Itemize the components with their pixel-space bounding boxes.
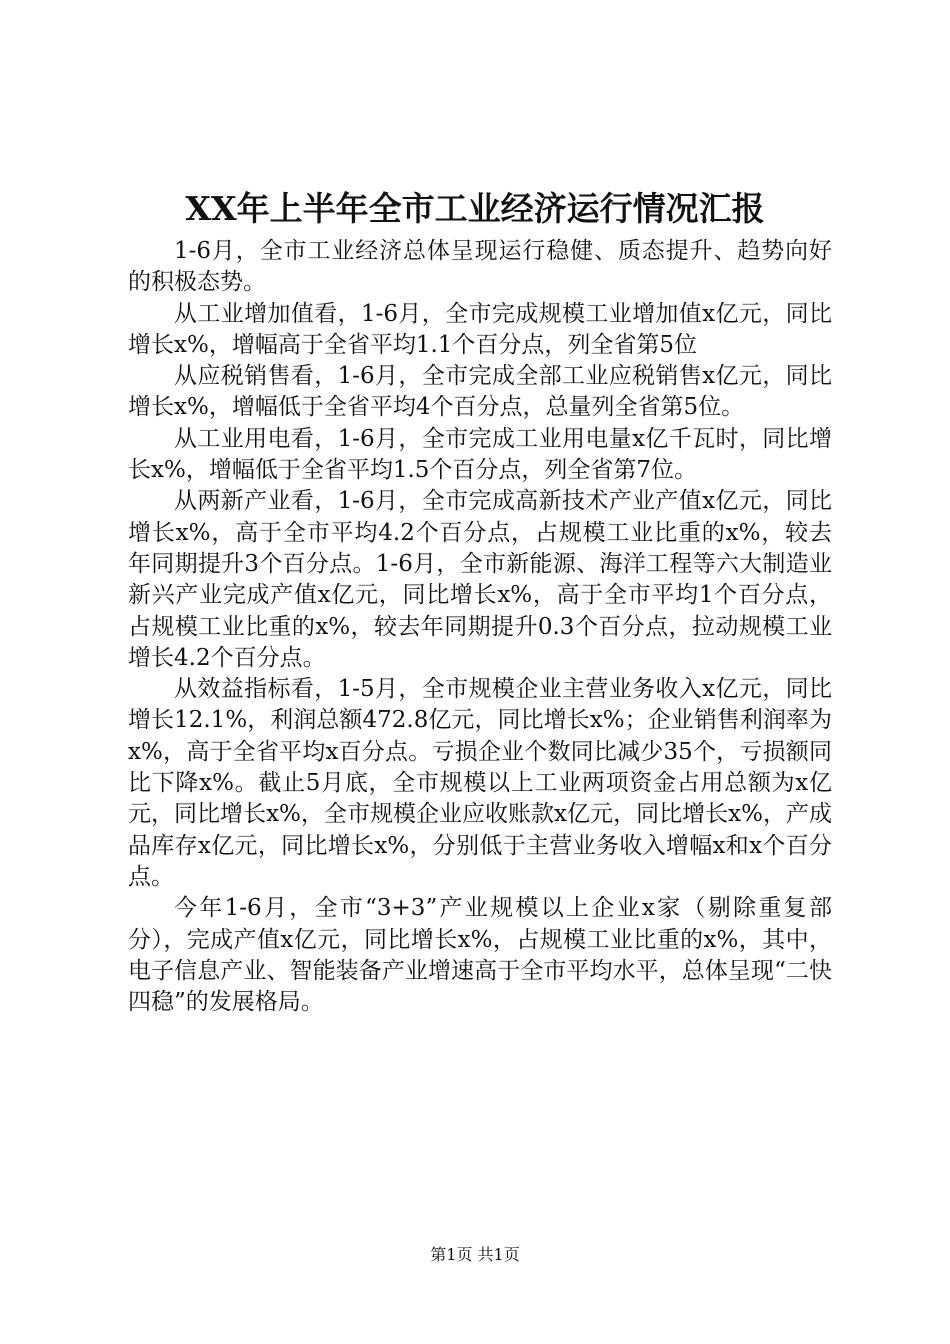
- paragraph-3plus3-industries: 今年1-6月，全市“3+3”产业规模以上企业x家（剔除重复部分），完成产值x亿元，同比增长x%，占规模工业比重的x%，其中，电子信息产业、智能装备产业增速高于全市平均水平，总体呈现“二快四稳”的发展格局。: [128, 895, 832, 1016]
- paragraph-new-industries: 从两新产业看，1-6月，全市完成高新技术产业产值x亿元，同比增长x%，高于全市平均4.2个百分点，占规模工业比重的x%，较去年同期提升3个百分点。1-6月，全市新能源、海洋工程等六大制造业新兴产业完成产值x亿元，同比增长x%，高于全市平均1个百分点，占规模工业比重的x%，较去年同期提升0.3个百分点，拉动规模工业增长4.2个百分点。: [128, 488, 832, 671]
- paragraph-taxable-sales: 从应税销售看，1-6月，全市完成全部工业应税销售x亿元，同比增长x%，增幅低于全省平均4个百分点，总量列全省第5位。: [128, 363, 832, 421]
- paragraph-industrial-added-value: 从工业增加值看，1-6月，全市完成规模工业增加值x亿元，同比增长x%，增幅高于全省平均1.1个百分点，列全省第5位: [128, 300, 832, 358]
- page-footer: 第1页 共1页: [430, 1245, 520, 1264]
- paragraph-efficiency-indicators: 从效益指标看，1-5月，全市规模企业主营业务收入x亿元，同比增长12.1%，利润总额472.8亿元，同比增长x%；企业销售利润率为x%，高于全省平均x百分点。亏损企业个数同比减少35个，亏损额同比下降x%。截止5月底，全市规模以上工业两项资金占用总额为x亿元，同比增长x%，全市规模企业应收账款x亿元，同比增长x%，产成品库存x亿元，同比增长x%，分别低于主营业务收入增幅x和x个百分点。: [128, 676, 832, 890]
- document-body: [128, 236, 832, 1018]
- paragraph-intro: 1-6月，全市工业经济总体呈现运行稳健、质态提升、趋势向好的积极态势。: [128, 238, 832, 296]
- page-title: XX年上半年全市工业经济运行情况汇报: [185, 189, 765, 228]
- paragraph-industrial-electricity: 从工业用电看，1-6月，全市完成工业用电量x亿千瓦时，同比增长x%，增幅低于全省平均1.5个百分点，列全省第7位。: [128, 425, 832, 484]
